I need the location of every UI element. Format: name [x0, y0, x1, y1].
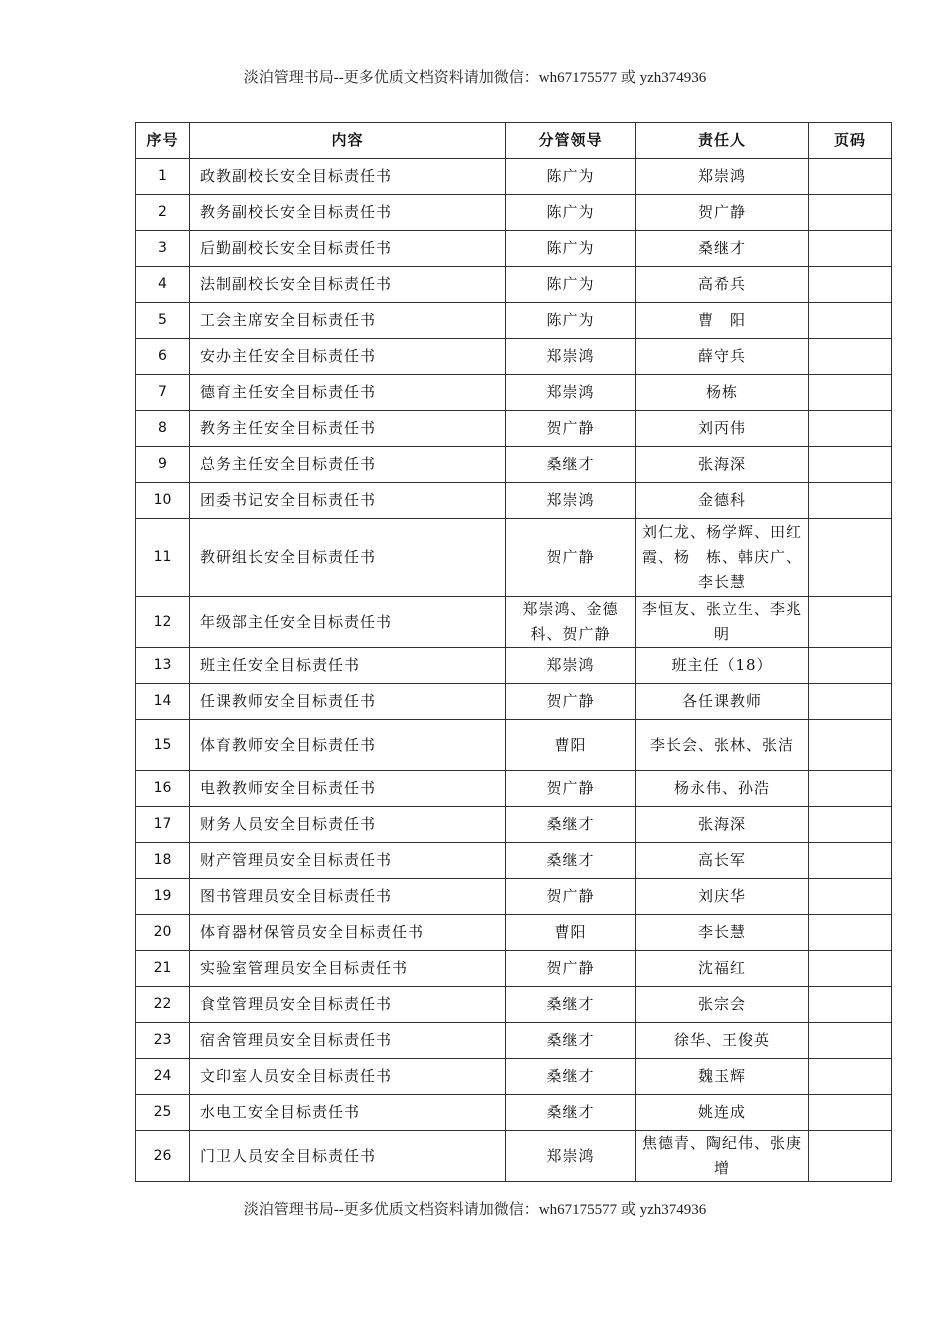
header-index: 序号: [136, 123, 190, 159]
row-index: 19: [136, 879, 190, 915]
row-content: 水电工安全目标责任书: [190, 1095, 506, 1131]
row-page: [809, 1131, 892, 1182]
table-row: [136, 1023, 892, 1059]
row-responsible: 薛守兵: [636, 339, 809, 375]
table-row: [136, 195, 892, 231]
header-page: 页码: [809, 123, 892, 159]
row-responsible: 张海深: [636, 447, 809, 483]
table-row: [136, 597, 892, 648]
row-content: 财务人员安全目标责任书: [190, 807, 506, 843]
row-content: 安办主任安全目标责任书: [190, 339, 506, 375]
row-index: 15: [136, 720, 190, 771]
row-content: 德育主任安全目标责任书: [190, 375, 506, 411]
row-responsible: 刘仁龙、杨学辉、田红霞、杨 栋、韩庆广、李长慧: [636, 519, 809, 597]
row-page: [809, 648, 892, 684]
row-leader: 桑继才: [506, 1059, 636, 1095]
row-leader: 郑崇鸿: [506, 483, 636, 519]
row-index: 4: [136, 267, 190, 303]
row-page: [809, 915, 892, 951]
row-index: 21: [136, 951, 190, 987]
row-page: [809, 720, 892, 771]
row-index: 16: [136, 771, 190, 807]
row-content: 宿舍管理员安全目标责任书: [190, 1023, 506, 1059]
row-index: 2: [136, 195, 190, 231]
row-leader: 郑崇鸿: [506, 648, 636, 684]
row-index: 14: [136, 684, 190, 720]
row-content: 总务主任安全目标责任书: [190, 447, 506, 483]
row-index: 23: [136, 1023, 190, 1059]
row-page: [809, 951, 892, 987]
row-content: 教研组长安全目标责任书: [190, 519, 506, 597]
row-leader: 陈广为: [506, 303, 636, 339]
row-responsible: 桑继才: [636, 231, 809, 267]
row-responsible: 金德科: [636, 483, 809, 519]
row-page: [809, 411, 892, 447]
row-page: [809, 1023, 892, 1059]
row-responsible: 张海深: [636, 807, 809, 843]
row-leader: 贺广静: [506, 951, 636, 987]
row-leader: 贺广静: [506, 411, 636, 447]
row-page: [809, 879, 892, 915]
row-leader: 桑继才: [506, 1023, 636, 1059]
row-responsible: 贺广静: [636, 195, 809, 231]
row-content: 法制副校长安全目标责任书: [190, 267, 506, 303]
row-content: 任课教师安全目标责任书: [190, 684, 506, 720]
row-content: 后勤副校长安全目标责任书: [190, 231, 506, 267]
table-row: [136, 267, 892, 303]
row-index: 17: [136, 807, 190, 843]
row-page: [809, 519, 892, 597]
row-index: 26: [136, 1131, 190, 1182]
row-leader: 郑崇鸿: [506, 339, 636, 375]
table-row: [136, 375, 892, 411]
row-page: [809, 339, 892, 375]
row-leader: 桑继才: [506, 987, 636, 1023]
table-row: [136, 987, 892, 1023]
row-responsible: 沈福红: [636, 951, 809, 987]
row-leader: 桑继才: [506, 843, 636, 879]
row-content: 文印室人员安全目标责任书: [190, 1059, 506, 1095]
row-page: [809, 231, 892, 267]
row-responsible: 曹 阳: [636, 303, 809, 339]
row-index: 3: [136, 231, 190, 267]
row-leader: 桑继才: [506, 1095, 636, 1131]
row-responsible: 刘庆华: [636, 879, 809, 915]
row-leader: 桑继才: [506, 447, 636, 483]
header-responsible: 责任人: [636, 123, 809, 159]
row-responsible: 魏玉辉: [636, 1059, 809, 1095]
row-content: 教务主任安全目标责任书: [190, 411, 506, 447]
row-leader: 贺广静: [506, 879, 636, 915]
row-content: 班主任安全目标责任书: [190, 648, 506, 684]
row-page: [809, 771, 892, 807]
row-responsible: 李长会、张林、张洁: [636, 720, 809, 771]
row-index: 6: [136, 339, 190, 375]
row-responsible: 杨永伟、孙浩: [636, 771, 809, 807]
row-page: [809, 195, 892, 231]
row-index: 11: [136, 519, 190, 597]
row-leader: 贺广静: [506, 684, 636, 720]
row-page: [809, 159, 892, 195]
row-content: 年级部主任安全目标责任书: [190, 597, 506, 648]
table-body: [136, 159, 892, 1182]
responsibility-table: [135, 122, 892, 1182]
row-responsible: 各任课教师: [636, 684, 809, 720]
row-leader: 陈广为: [506, 231, 636, 267]
row-index: 1: [136, 159, 190, 195]
footer-note: 淡泊管理书局--更多优质文档资料请加微信：wh67175577 或 yzh374936: [243, 1202, 707, 1218]
row-responsible: 郑崇鸿: [636, 159, 809, 195]
table-row: [136, 720, 892, 771]
row-leader: 贺广静: [506, 519, 636, 597]
table-row: [136, 447, 892, 483]
row-leader: 郑崇鸿: [506, 1131, 636, 1182]
row-responsible: 班主任（18）: [636, 648, 809, 684]
row-index: 12: [136, 597, 190, 648]
table-row: [136, 648, 892, 684]
table-row: [136, 483, 892, 519]
row-responsible: 杨栋: [636, 375, 809, 411]
row-index: 25: [136, 1095, 190, 1131]
header-content: 内容: [190, 123, 506, 159]
row-content: 图书管理员安全目标责任书: [190, 879, 506, 915]
row-page: [809, 684, 892, 720]
table-row: [136, 339, 892, 375]
row-page: [809, 1095, 892, 1131]
row-responsible: 张宗会: [636, 987, 809, 1023]
row-page: [809, 447, 892, 483]
row-page: [809, 597, 892, 648]
row-responsible: 高长军: [636, 843, 809, 879]
row-index: 22: [136, 987, 190, 1023]
row-content: 食堂管理员安全目标责任书: [190, 987, 506, 1023]
row-content: 门卫人员安全目标责任书: [190, 1131, 506, 1182]
table-row: [136, 771, 892, 807]
row-content: 体育器材保管员安全目标责任书: [190, 915, 506, 951]
row-content: 政教副校长安全目标责任书: [190, 159, 506, 195]
table-row: [136, 1131, 892, 1182]
table-row: [136, 411, 892, 447]
row-leader: 郑崇鸿: [506, 375, 636, 411]
table-row: [136, 879, 892, 915]
row-leader: 陈广为: [506, 195, 636, 231]
row-responsible: 刘丙伟: [636, 411, 809, 447]
row-leader: 桑继才: [506, 807, 636, 843]
row-leader: 贺广静: [506, 771, 636, 807]
row-responsible: 李长慧: [636, 915, 809, 951]
table-row: [136, 915, 892, 951]
row-index: 20: [136, 915, 190, 951]
table-row: [136, 303, 892, 339]
row-content: 工会主席安全目标责任书: [190, 303, 506, 339]
table-row: [136, 684, 892, 720]
table-row: [136, 807, 892, 843]
row-responsible: 姚连成: [636, 1095, 809, 1131]
row-page: [809, 987, 892, 1023]
row-leader: 陈广为: [506, 159, 636, 195]
row-index: 8: [136, 411, 190, 447]
row-index: 5: [136, 303, 190, 339]
header-leader: 分管领导: [506, 123, 636, 159]
row-leader: 郑崇鸿、金德科、贺广静: [506, 597, 636, 648]
row-responsible: 高希兵: [636, 267, 809, 303]
table-row: [136, 231, 892, 267]
row-responsible: 焦德青、陶纪伟、张庚增: [636, 1131, 809, 1182]
header-note: 淡泊管理书局--更多优质文档资料请加微信：wh67175577 或 yzh374936: [243, 70, 707, 86]
table-row: [136, 1095, 892, 1131]
row-leader: 曹阳: [506, 915, 636, 951]
table-header-row: [136, 123, 892, 159]
row-page: [809, 267, 892, 303]
row-leader: 曹阳: [506, 720, 636, 771]
table-row: [136, 843, 892, 879]
row-content: 体育教师安全目标责任书: [190, 720, 506, 771]
table-row: [136, 159, 892, 195]
row-content: 团委书记安全目标责任书: [190, 483, 506, 519]
row-page: [809, 375, 892, 411]
table-row: [136, 519, 892, 597]
row-content: 实验室管理员安全目标责任书: [190, 951, 506, 987]
row-responsible: 徐华、王俊英: [636, 1023, 809, 1059]
row-content: 教务副校长安全目标责任书: [190, 195, 506, 231]
row-index: 9: [136, 447, 190, 483]
row-page: [809, 843, 892, 879]
row-responsible: 李恒友、张立生、李兆明: [636, 597, 809, 648]
row-index: 7: [136, 375, 190, 411]
row-page: [809, 1059, 892, 1095]
row-index: 24: [136, 1059, 190, 1095]
table-row: [136, 1059, 892, 1095]
row-page: [809, 303, 892, 339]
row-content: 电教教师安全目标责任书: [190, 771, 506, 807]
row-index: 13: [136, 648, 190, 684]
row-content: 财产管理员安全目标责任书: [190, 843, 506, 879]
row-index: 10: [136, 483, 190, 519]
table-row: [136, 951, 892, 987]
row-index: 18: [136, 843, 190, 879]
row-leader: 陈广为: [506, 267, 636, 303]
row-page: [809, 483, 892, 519]
row-page: [809, 807, 892, 843]
